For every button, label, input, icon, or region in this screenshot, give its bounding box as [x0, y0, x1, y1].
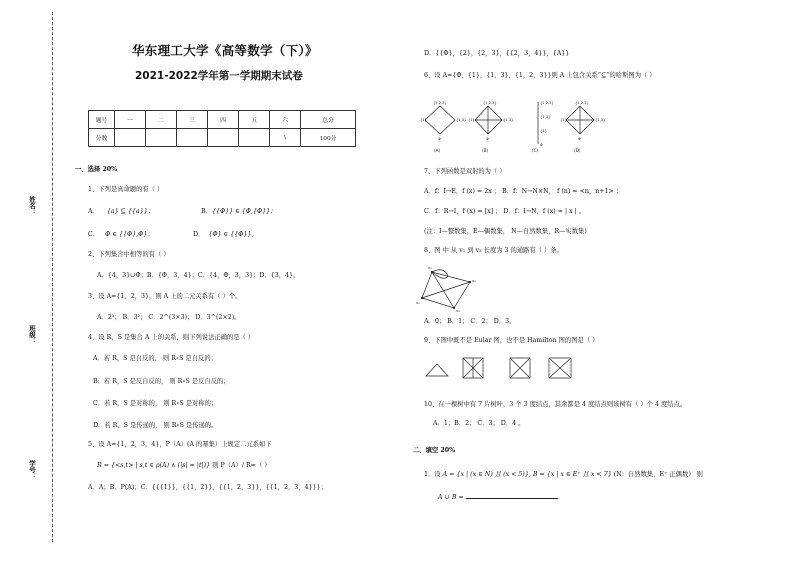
q3-options: A．2³； B．3²； C．2^(3×3)； D．3^(2×2)。: [97, 314, 241, 321]
fill-question-1: 1．设 A = {x | (x ∈ N) 且 (x < 5)}, B = {x | x ∈ E⁺ 且 x < 7} (N：自然数集，E⁺ 正偶数） 则: [424, 471, 703, 478]
q8-options: A．0； B．1； C．2； D．3。: [424, 318, 516, 325]
svg-text:{1,2,3}: {1,2,3}: [483, 101, 497, 105]
section1-heading: 一、选择 20%: [75, 166, 118, 173]
score-cell: 总分: [301, 111, 356, 129]
q2-options: A．{4，3}∪Φ；B．{Φ，3，4}；C．{4，Φ，3，3}；D．{3，4}。: [97, 272, 300, 279]
question-8: 8、图 中 从 v₁ 到 v₃ 长度为 3 的通路有（ ）条。: [424, 247, 563, 254]
hasse-label-b: (B): [482, 148, 489, 153]
svg-text:{1,3}: {1,3}: [595, 118, 606, 122]
exam-title: 华东理工大学《高等数学（下）》: [132, 43, 318, 58]
score-table-value-row: [89, 129, 356, 147]
q1-option-d: D． {Φ} ∈ {{Φ}}。: [193, 231, 258, 238]
svg-text:{1,3}: {1,3}: [456, 118, 467, 122]
score-cell: 题号: [89, 111, 115, 129]
score-cell: 分数: [89, 129, 115, 147]
svg-text:{1,3}: {1,3}: [540, 115, 551, 119]
hasse-label-d: (D): [574, 148, 581, 153]
hasse-label-c: (C): [532, 148, 539, 153]
score-input-cell[interactable]: [146, 129, 177, 147]
q7-note: (注：I—整数集，E—偶数集， N—自然数集，R—实数集): [424, 228, 587, 235]
directed-graph: [414, 264, 484, 312]
q4-option-c: C．若 R，S 是对称的， 则 R∘S 是对称的；: [93, 400, 218, 407]
question-1: 1、下列是真命题的有（ ）: [88, 186, 164, 193]
q7-options-cd: C．f：R→I，f (x) = [x] ； D．f：I→N，f (x) = | x | 。: [424, 208, 586, 215]
score-input-cell[interactable]: [239, 129, 270, 147]
q4-option-a: A．若 R，S 是自反的， 则 R∘S 是自反的；: [93, 355, 217, 362]
q10-options: A．1；B．2； C．3； D．4 。: [433, 420, 525, 427]
question-6: 6、设 A={Φ，{1}，{1，3}，{1，2，3}}则 A 上包含关系“⊆”的哈斯图为（ ）: [424, 72, 656, 79]
score-cell: 三: [177, 111, 208, 129]
svg-text:v₃: v₃: [472, 278, 476, 283]
score-input-cell[interactable]: [177, 129, 208, 147]
svg-text:{1,3}: {1,3}: [503, 118, 514, 122]
q1-option-b: B．{{Φ}} ∈ {Φ,{Φ}}；: [201, 208, 277, 215]
question-7: 7、下列函数是双射的为（ ）: [424, 168, 506, 175]
svg-text:{1,2,3}: {1,2,3}: [575, 101, 589, 105]
section2-heading: 二、填空 20%: [413, 447, 456, 454]
score-input-cell[interactable]: [208, 129, 239, 147]
fill-question-1-answer: A ∪ B =: [438, 492, 558, 502]
svg-text:{1}: {1}: [420, 118, 427, 122]
question-9: 9、下图中既不是 Eular 图，也不是 Hamilton 图的图是（ ）: [424, 337, 599, 344]
q1-option-a: A． {a} ⊆ {{a}}；: [88, 208, 154, 215]
q5-options: A．A；B．P(A)；C．{{{1}}，{{1，2}}，{{1，2，3}}，{{1，2，3，4}}}；: [88, 484, 327, 491]
euler-hamilton-graphs: [424, 356, 584, 382]
question-5: 5、设 A={1，2，3，4}，P（A）(A 的幂集）上规定二元系如下: [88, 441, 272, 448]
binding-line: [52, 12, 53, 542]
score-table-header-row: [89, 111, 356, 129]
question-3: 3、设 A={1，2，3}，则 A 上的二元关系有（ ）个。: [88, 293, 242, 300]
svg-text:Φ: Φ: [486, 137, 489, 141]
svg-text:{1,2,3}: {1,2,3}: [540, 101, 554, 105]
q4-option-d: D．若 R，S 是传递的， 则 R∘S 是传递的。: [93, 422, 218, 429]
svg-text:{1}: {1}: [468, 118, 475, 122]
q7-options-ab: A．f：I→E，f (x) = 2x ； B．f：N→N×N， f (n) = <n，n+1> ；: [424, 188, 623, 195]
answer-blank[interactable]: [466, 492, 558, 499]
q5-relation: R = {<s,t> | s,t ∈ ρ(A) ∧ (|s| = |t|)} 则 P（A）/ R=（ ）: [97, 462, 271, 469]
hasse-diagrams: [420, 96, 610, 154]
score-cell: 二: [146, 111, 177, 129]
score-cell: 100分: [301, 129, 356, 147]
exam-subtitle: 2021-2022学年第一学期期末试卷: [135, 70, 303, 82]
score-cell: 一: [115, 111, 146, 129]
name-label: 姓名：: [28, 196, 36, 216]
score-cell: 五: [239, 111, 270, 129]
svg-text:Φ: Φ: [438, 137, 441, 141]
svg-text:v₂: v₂: [428, 265, 432, 270]
score-cell: \: [270, 129, 301, 147]
score-table: [88, 110, 356, 147]
question-4: 4、设 R，S 是集合 A 上的关系，则下列说法正确的是（ ）: [88, 334, 255, 341]
q4-option-b: B．若 R，S 是反自反的， 则 R∘S 是反自反的；: [93, 378, 230, 385]
score-cell: 六: [270, 111, 301, 129]
svg-text:Φ: Φ: [578, 137, 581, 141]
score-cell: 四: [208, 111, 239, 129]
question-10: 10、在一棵树中有 7 片树叶，3 个 3 度结点，其余都是 4 度结点则该树有（ ）个 4 度结点。: [424, 401, 687, 408]
hasse-label-a: (A): [434, 148, 441, 153]
q1-option-c: C． Φ ∈ {{Φ},Φ}；: [88, 231, 154, 238]
svg-text:{1,2,3}: {1,2,3}: [433, 101, 447, 105]
student-id-label: 学号：: [28, 460, 36, 480]
svg-text:v₁: v₁: [416, 300, 420, 305]
svg-text:{1}: {1}: [540, 129, 547, 133]
score-input-cell[interactable]: [115, 129, 146, 147]
svg-text:v₄: v₄: [456, 308, 460, 313]
q5-option-d: D．{{Φ}，{2}，{2，3}，{{2，3，4}}，{A}}: [424, 50, 570, 57]
svg-text:{1}: {1}: [560, 118, 567, 122]
svg-text:Φ: Φ: [540, 143, 543, 147]
class-label: 班级：: [28, 325, 36, 345]
question-2: 2、下列集合中相等的有（ ）: [88, 251, 170, 258]
